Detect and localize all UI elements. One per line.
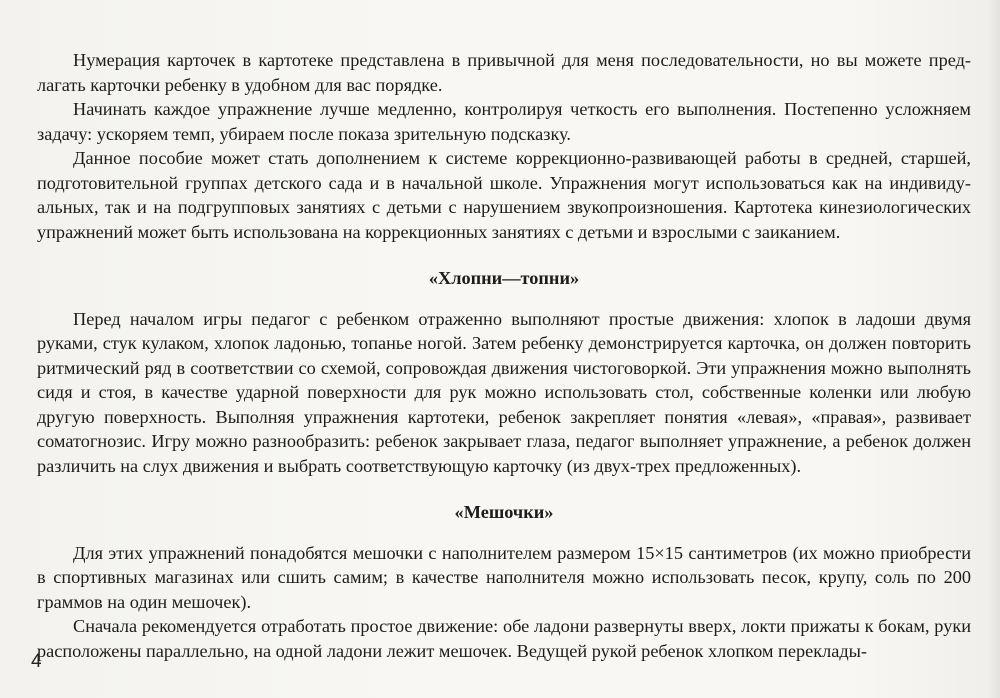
page-edge-shadow (988, 0, 1000, 698)
intro-paragraph-2: Начинать каждое упражнение лучше медленно, контролируя четкость его выполнения. Постепенно усложняем задачу: ускоряем темп, убираем после показа зрительную подсказку. (37, 99, 971, 144)
page-number: 4 (31, 651, 42, 672)
section-clap-stomp-paragraph: Перед началом игры педагог с ребенком отраженно выполняют простые движения: хлопок в ладоши двумя руками, стук кулаком, хлопок ладонью, топанье ногой. Затем ребенку демонстрируется карточка, он должен повторить ритмический ряд в соответствии со схемой, сопровождая движения чистоговоркой. Эти упражнения можно выполнять сидя и стоя, в качестве ударной поверхности для рук можно использовать стол, собственные коленки или любую другую поверхность. Выполняя упражнения картотеки, ребенок закрепляет понятия «левая», «правая», развивает соматогнозис. Игру можно разнообразить: ребенок закрывает глаза, педагог выполняет упражнение, а ребенок должен различить на слух движения и выбрать соответствующую карточку (из двух-трех предложенных). (37, 308, 971, 476)
section-title-bags: «Мешочки» (454, 502, 554, 522)
intro-paragraph-1: Нумерация карточек в картотеке представлена в привычной для меня последовательности, но вы можете предлагать карточки ребенку в удобном для вас порядке. (37, 50, 971, 95)
section-bags-paragraph-1: Для этих упражнений понадобятся мешочки с наполнителем размером 15×15 сантиметров (их можно приобрести в спортивных магазинах или сшить самим; в качестве наполнителя можно использовать песок, крупу, соль по 200 граммов на один мешочек). (37, 542, 971, 612)
page-text (37, 48, 971, 663)
section-title-clap-stomp: «Хлопни—топни» (428, 268, 580, 288)
section-bags-paragraph-2: Сначала рекомендуется отработать простое движение: обе ладони развернуты вверх, локти прижаты к бокам, руки расположены параллельно, на одной ладони лежит мешочек. Ведущей рукой ребенок хлопком переклады- (37, 616, 971, 661)
intro-paragraph-3: Данное пособие может стать дополнением к системе коррекционно-развивающей работы в средней, старшей, подготовительной группах детского сада и в начальной школе. Упражнения могут использоваться как на индивидуальных, так и на подгрупповых занятиях с детьми с нарушением звукопроизношения. Картотека кинезиологических упражнений может быть использована на коррекционных занятиях с детьми и взрослыми с заиканием. (37, 148, 971, 242)
